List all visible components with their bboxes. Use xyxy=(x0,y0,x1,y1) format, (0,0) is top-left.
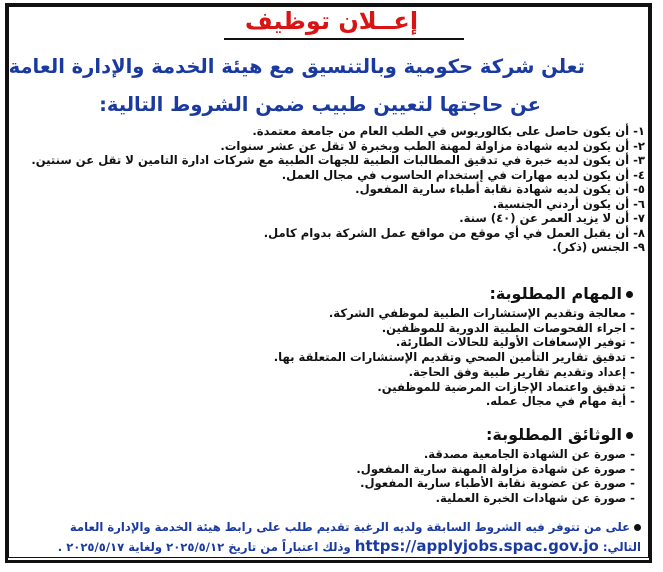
footer-line-2 xyxy=(58,537,641,555)
task-item: - توفير الإسعافات الأولية للحالات الطارئة. xyxy=(395,335,635,350)
footer-prefix: التالي: xyxy=(602,540,641,554)
docs-heading xyxy=(486,425,633,444)
intro-line-1: تعلن شركة حكومية وبالتنسيق مع هيئة الخدمة والإدارة العامة xyxy=(8,55,585,78)
footer-line-1 xyxy=(70,520,641,534)
task-item: - أية مهام في مجال عمله. xyxy=(485,394,635,409)
conditions-list xyxy=(31,124,645,255)
task-item: - إعداد وتقديم تقارير طبية وفق الحاجة. xyxy=(408,364,635,379)
task-item: - تدقيق واعتماد الإجازات المرضية للموظفين. xyxy=(377,379,635,394)
condition-item: ٤- أن يكون لديه مهارات في إستخدام الحاسوب في مجال العمل. xyxy=(281,167,645,182)
document-item: - صورة عن الشهادة الجامعية مصدقة. xyxy=(423,447,635,461)
tasks-list xyxy=(274,306,635,409)
documents-list xyxy=(356,447,635,506)
condition-item: ١- أن يكون حاصل على بكالوريوس في الطب العام من جامعة معتمدة. xyxy=(252,124,645,138)
ad-title: إعــلان توظيف xyxy=(244,7,419,35)
condition-item: ٧- أن لا يزيد العمر عن (٤٠) سنة. xyxy=(459,211,645,226)
docs-heading-text: الوثائق المطلوبة: xyxy=(485,425,622,444)
condition-item: ٩- الجنس (ذكر). xyxy=(552,240,645,255)
document-item: - صورة عن عضوية نقابة الأطباء سارية المفعول. xyxy=(360,476,635,491)
title-underline xyxy=(224,38,464,40)
condition-item: ٥- أن يكون لديه شهادة نقابة أطباء سارية المفعول. xyxy=(355,182,645,197)
condition-item: ٨- أن يقبل العمل في أي موقع من مواقع عمل الشركة بدوام كامل. xyxy=(263,225,645,240)
task-item: - تدقيق تقارير التأمين الصحي وتقديم الإستشارات المتعلقة بها. xyxy=(273,350,635,365)
document-item: - صورة عن شهادات الخبرة العملية. xyxy=(435,491,635,506)
tasks-heading xyxy=(489,284,633,303)
intro-line-2: عن حاجتها لتعيين طبيب ضمن الشروط التالية: xyxy=(99,93,541,116)
document-item: - صورة عن شهادة مزاولة المهنة سارية المفعول. xyxy=(356,461,635,476)
condition-item: ٣- أن يكون لديه خبرة في تدقيق المطالبات الطبية للجهات الطبية مع شركات ادارة التامين لا تقل عن سنتين. xyxy=(31,153,645,168)
bullet-icon xyxy=(626,291,633,298)
bullet-icon xyxy=(634,524,641,531)
task-item: - اجراء الفحوصات الطبية الدورية للموظفين. xyxy=(381,320,635,335)
tasks-heading-text: المهام المطلوبة: xyxy=(489,284,622,303)
condition-item: ٦- أن يكون أردني الجنسية. xyxy=(492,196,645,211)
footer-suffix: وذلك اعتباراً من تاريخ ٢٠٢٥/٥/١٢ ولغاية ٢٠٢٥/٥/١٧ . xyxy=(57,540,351,554)
footer-line-1-text: على من تتوفر فيه الشروط السابقة ولديه الرغبة تقديم طلب على رابط هيئة الخدمة والإدارة العامة xyxy=(69,520,630,534)
task-item: - معالجة وتقديم الإستشارات الطبية لموظفي الشركة. xyxy=(328,306,635,320)
bullet-icon xyxy=(626,432,633,439)
condition-item: ٢- أن يكون لديه شهادة مزاولة لمهنة الطب وبخبرة لا تقل عن عشر سنوات. xyxy=(220,138,645,153)
apply-link[interactable]: https://applyjobs.spac.gov.jo xyxy=(354,537,599,555)
